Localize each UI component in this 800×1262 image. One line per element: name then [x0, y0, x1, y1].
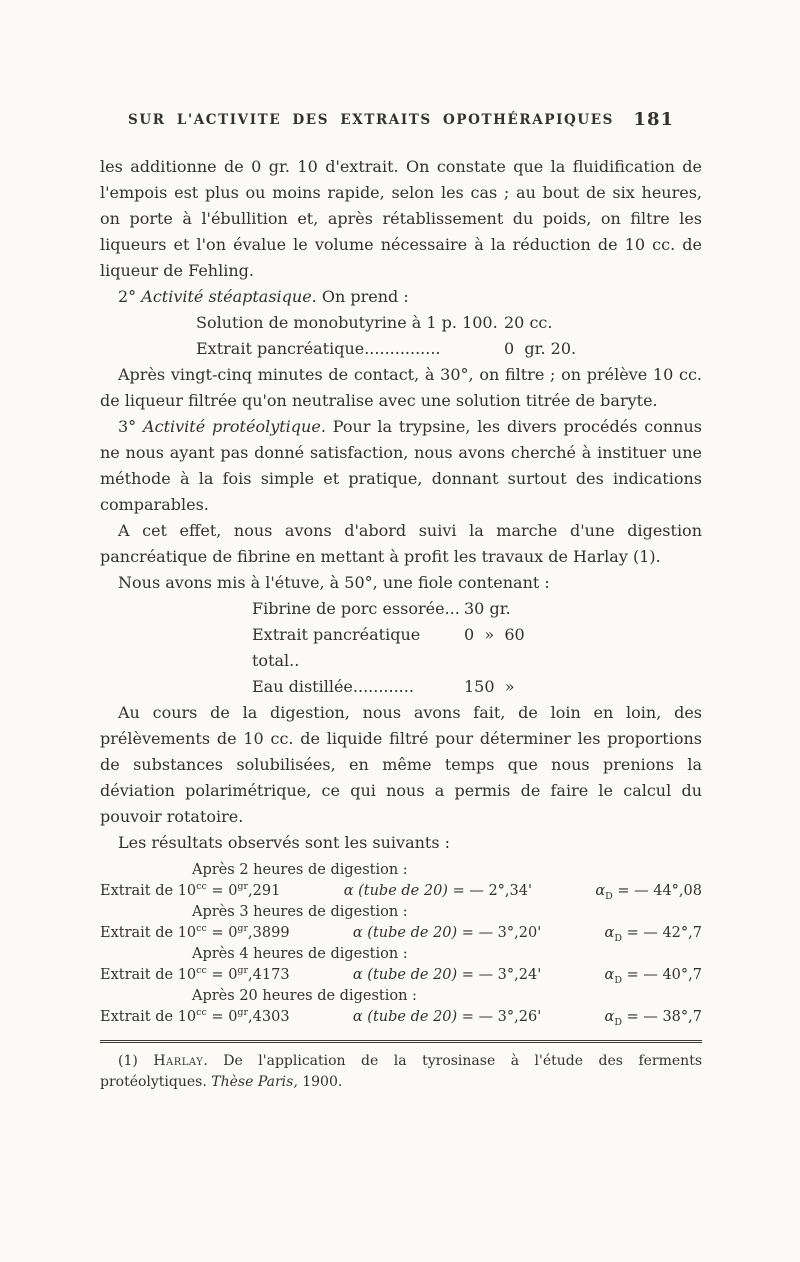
text-column: [100, 109, 703, 1093]
alpha-tube-reading: [353, 1007, 541, 1028]
decimal-comma: ,: [248, 1009, 253, 1025]
equals-sign: =: [621, 1009, 644, 1025]
weight-value: 4173: [252, 967, 290, 983]
extrait-weight: [100, 965, 290, 986]
extrait-label: Extrait de 10: [100, 1009, 197, 1025]
section-ordinal: 3°: [118, 417, 144, 436]
result-heading: Après 2 heures de digestion :: [192, 862, 408, 878]
section-title-italic: Activité stéaptasique: [141, 287, 312, 306]
equals-zero: = 0: [206, 1009, 238, 1025]
extrait-weight: [100, 1007, 290, 1028]
weight-value: 3899: [252, 925, 290, 941]
decimal-comma: ,: [248, 925, 253, 941]
running-header: [100, 109, 702, 138]
equals-zero: = 0: [206, 883, 238, 899]
recipe-value: 20 cc.: [504, 313, 553, 332]
section-ordinal: 2°: [118, 287, 142, 306]
paragraph-activite-proteolytique: [100, 414, 702, 518]
recipe-label: Eau distillée............: [252, 677, 414, 696]
recipe-row: [100, 596, 702, 622]
cc-superscript: cc: [196, 1007, 207, 1019]
alpha-tube-label: α (tube de 20) =: [343, 883, 470, 899]
d-subscript: D: [614, 1016, 622, 1028]
recipe-row: [100, 674, 702, 700]
alpha-d-reading: [605, 1007, 702, 1028]
alpha-value: — 3°,26': [478, 1009, 542, 1025]
recipe-list-fibrine: [100, 596, 702, 700]
recipe-value: 30 gr.: [464, 599, 511, 618]
paragraph-baryte: Après vingt-cinq minutes de contact, à 30°, on filtre ; on prélève 10 cc. de liqueur filtrée qu'on neutralise avec une solution titrée de baryte.: [100, 365, 702, 410]
recipe-row: [100, 336, 702, 362]
gr-superscript: gr: [237, 1007, 249, 1019]
extrait-label: Extrait de 10: [100, 925, 197, 941]
gr-superscript: gr: [237, 965, 249, 977]
alpha-d-value: — 44°,08: [634, 883, 702, 899]
alpha-d-value: — 38°,7: [643, 1009, 702, 1025]
alpha-tube-label: α (tube de 20) =: [352, 925, 479, 941]
alpha-value: — 3°,20': [478, 925, 542, 941]
result-entry-3h: [100, 902, 702, 944]
extrait-label: Extrait de 10: [100, 883, 197, 899]
alpha-d-value: — 42°,7: [643, 925, 702, 941]
equals-sign: =: [621, 967, 644, 983]
section-rest: . Pour la trypsine, les divers procédés connus ne nous ayant pas donné satisfaction, nous avons cherché à instituer une méthode à la fois simple et pratique, donnant surtout des indications comparables.: [100, 417, 702, 514]
equals-zero: = 0: [206, 967, 238, 983]
alpha-symbol: α: [604, 967, 615, 983]
recipe-value: 0 » 60: [464, 625, 525, 644]
paragraph-harlay: A cet effet, nous avons d'abord suivi la marche d'une digestion pancréatique de fibrine en mettant à profit les travaux de Harlay (1).: [100, 521, 702, 566]
result-line: [100, 1007, 702, 1028]
decimal-comma: ,: [248, 967, 253, 983]
decimal-comma: ,: [248, 883, 253, 899]
alpha-d-reading: [605, 965, 702, 986]
result-line: [100, 965, 702, 986]
weight-value: 291: [252, 883, 281, 899]
results-block: [100, 860, 702, 1028]
equals-sign: =: [621, 925, 644, 941]
alpha-tube-label: α (tube de 20) =: [352, 967, 479, 983]
page-number: 181: [633, 109, 674, 130]
result-line: [100, 881, 702, 902]
result-heading: Après 20 heures de digestion :: [192, 988, 417, 1004]
alpha-d-reading: [595, 881, 702, 902]
section-rest: . On prend :: [311, 287, 409, 306]
alpha-symbol: α: [604, 925, 615, 941]
footnote-number: (1): [118, 1053, 154, 1069]
d-subscript: D: [614, 974, 622, 986]
alpha-value: — 2°,34': [469, 883, 532, 899]
paragraph-etuve: Nous avons mis à l'étuve, à 50°, une fiole contenant :: [118, 573, 550, 592]
recipe-label: Fibrine de porc essorée...: [252, 599, 460, 618]
footnote-thesis-italic: Thèse Paris,: [211, 1074, 298, 1090]
equals-sign: =: [612, 883, 635, 899]
extrait-weight: [100, 881, 280, 902]
alpha-symbol: α: [595, 883, 606, 899]
paragraph-resultats-intro: Les résultats observés sont les suivants :: [118, 833, 451, 852]
result-entry-4h: [100, 944, 702, 986]
result-line: [100, 923, 702, 944]
result-entry-20h: [100, 986, 702, 1028]
paragraph-digestion: Au cours de la digestion, nous avons fait, de loin en loin, des prélèvements de 10 cc. de liquide filtré pour déterminer les proportions de substances solubilisées, en même temps que nous prenions la déviation polarimétrique, ce qui nous a permis de faire le calcul du pouvoir rotatoire.: [100, 703, 702, 826]
result-heading: Après 4 heures de digestion :: [192, 946, 408, 962]
running-title: SUR L'ACTIVITE DES EXTRAITS OPOTHÉRAPIQUES: [128, 112, 614, 128]
recipe-label: Extrait pancréatique...............: [196, 339, 441, 358]
alpha-tube-label: α (tube de 20) =: [352, 1009, 479, 1025]
footnote-author: Harlay: [153, 1053, 204, 1069]
recipe-value: 0 gr. 20.: [504, 339, 577, 358]
alpha-d-reading: [605, 923, 702, 944]
result-heading: Après 3 heures de digestion :: [192, 904, 408, 920]
recipe-label: Extrait pancréatique total..: [252, 625, 426, 670]
extrait-weight: [100, 923, 290, 944]
cc-superscript: cc: [196, 923, 207, 935]
recipe-label: Solution de monobutyrine à 1 p. 100.: [196, 313, 498, 332]
recipe-value: 150 »: [464, 677, 515, 696]
d-subscript: D: [614, 932, 622, 944]
alpha-value: — 3°,24': [478, 967, 542, 983]
cc-superscript: cc: [196, 965, 207, 977]
weight-value: 4303: [252, 1009, 290, 1025]
alpha-symbol: α: [604, 1009, 615, 1025]
section-title-italic: Activité protéolytique: [143, 417, 321, 436]
paragraph-fluidification: les additionne de 0 gr. 10 d'extrait. On constate que la fluidification de l'empois est plus ou moins rapide, selon les cas ; au bout de six heures, on porte à l'ébullition et, après rétablissement du poids, on filtre les liqueurs et l'on évalue le volume nécessaire à la réduction de 10 cc. de liqueur de Fehling.: [100, 157, 702, 280]
cc-superscript: cc: [196, 881, 207, 893]
alpha-d-value: — 40°,7: [643, 967, 702, 983]
result-entry-2h: [100, 860, 702, 902]
equals-zero: = 0: [206, 925, 238, 941]
recipe-row: [100, 622, 702, 674]
footnote-text: . De l'application de la tyrosinase à l'étude des ferments protéolytiques.: [100, 1053, 703, 1090]
footnote-year: 1900.: [297, 1074, 343, 1090]
alpha-tube-reading: [344, 881, 532, 902]
recipe-row: [100, 310, 702, 336]
paragraph-activite-steaptasique: [100, 284, 702, 310]
d-subscript: D: [605, 890, 613, 902]
recipe-list-monobutyrine: [100, 310, 702, 362]
extrait-label: Extrait de 10: [100, 967, 197, 983]
alpha-tube-reading: [353, 923, 541, 944]
gr-superscript: gr: [237, 923, 249, 935]
alpha-tube-reading: [353, 965, 541, 986]
footnote-rule: [100, 1040, 702, 1043]
gr-superscript: gr: [237, 881, 249, 893]
footnote: [100, 1051, 702, 1093]
